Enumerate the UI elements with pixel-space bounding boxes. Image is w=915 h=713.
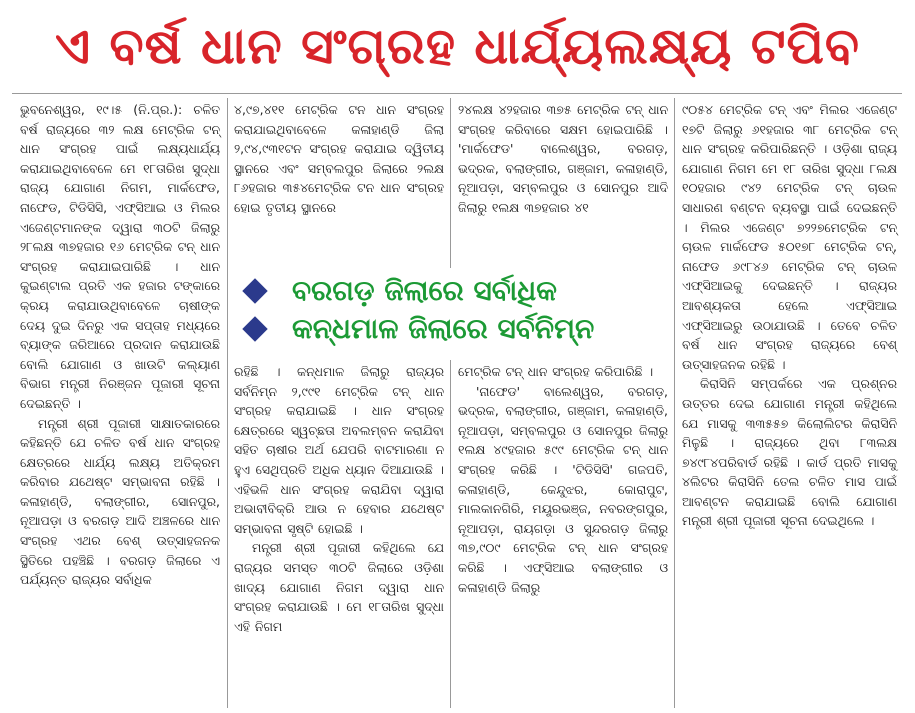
column-divider-1 [227, 98, 228, 708]
column-divider-2b [450, 360, 451, 708]
article-column-3b [458, 362, 668, 597]
subheading-line-1 [238, 272, 672, 310]
column-1-paragraph-1: ଭୁବନେଶ୍ୱର, ୧୯।୫ (ନି.ପ୍ର.): ଚଳିତ ବର୍ଷ ରାଜ୍ୟରେ ୩୨ ଲକ୍ଷ ମେଟ୍ରିକ ଟନ୍ ଧାନ ସଂଗ୍ରହ ପାଇଁ ଲକ୍ଷ୍ୟଧାର୍ଯ୍ୟ କରାଯାଇଥିବାବେଳେ ମେ ୧୮ତାରିଖ ସୁଦ୍ଧା ରାଜ୍ୟ ଯୋଗାଣ ନିଗମ, ମାର୍କଫେଡ, ନାଫେଡ, ଟିଡିସିସି, ଏଫ୍‌ସିଆଇ ଓ ମିଲର ଏଜେଣ୍ଟମାନଙ୍କ ଦ୍ୱାରା ୩୦ଟି ଜିଲାରୁ ୨୮ଲକ୍ଷ ୩୭ହଜାର ୧୬ ମେଟ୍ରିକ ଟନ୍ ଧାନ ସଂଗ୍ରହ କରାଯାଇପାରିଛି । ଧାନ କୁଇଣ୍ଟାଲ ପ୍ରତି ଏକ ହଜାର ଟଙ୍କାରେ କ୍ରୟ କରାଯାଉଥିବାବେଳେ ଚାଷୀଙ୍କ ଦେୟ ଦୁଇ ଦିନରୁ ଏକ ସପ୍ତାହ ମଧ୍ୟରେ ବ୍ୟାଙ୍କ ଜରିଆରେ ପ୍ରଦାନ କରାଯାଉଛି ବୋଲି ଯୋଗାଣ ଓ ଖାଉଟି କଲ୍ୟାଣ ବିଭାଗ ମନ୍ତ୍ରୀ ନିରଞ୍ଜନ ପୂଜାରୀ ସୂଚନା ଦେଇଛନ୍ତି । [20, 102, 220, 411]
diamond-bullet-icon [242, 278, 267, 303]
article-column-2b [234, 362, 444, 636]
column-2-paragraph-3: ମନ୍ତ୍ରୀ ଶ୍ରୀ ପୂଜାରୀ କହିଥିଲେ ଯେ ରାଜ୍ୟର ସମସ୍ତ ୩୦ଟି ଜିଲାରେ ଓଡ଼ିଶା ଖାଦ୍ୟ ଯୋଗାଣ ନିଗମ ଦ୍ୱାରା ଧାନ ସଂଗ୍ରହ କରାଯାଉଛି । ମେ ୧୮ତାରିଖ ସୁଦ୍ଧା ଏହି ନିଗମ [234, 540, 444, 634]
column-4-paragraph-1: ୯୦୫୪ ମେଟ୍ରିକ ଟନ୍ ଏବଂ ମିଲର ଏଜେଣ୍ଟ ୧୭ଟି ଜିଲାରୁ ୬୧ହଜାର ୩୮ ମେଟ୍ରିକ ଟନ୍ ଧାନ ସଂଗ୍ରହ କରିପାରିଛନ୍ତି । ଓଡ଼ିଶା ରାଜ୍ୟ ଯୋଗାଣ ନିଗମ ମେ ୧୮ ତାରିଖ ସୁଦ୍ଧା ୮ଲକ୍ଷ ୧୦ହଜାର ୯୪୨ ମେଟ୍ରିକ ଟନ୍ ଚାଉଳ ସାଧାରଣ ବଣ୍ଟନ ବ୍ୟବସ୍ଥା ପାଇଁ ଦେଇଛନ୍ତି । ମିଲର ଏଜେଣ୍ଟ ୭୨୨୭ମେଟ୍ରିକ ଟନ୍ ଚାଉଳ ମାର୍କଫେଡ ୫୦୧୭୮ ମେଟ୍ରିକ ଟନ୍, ନାଫେଡ ୬୯୮୪୬ ମେଟ୍ରିକ ଟନ୍ ଚାଉଳ ଏଫ୍‌ସିଆଇକୁ ଦେଇଛନ୍ତି । ରାଜ୍ୟର ଆବଶ୍ୟକତା ହେଲେ ଏଫ୍‌ସିଆଇ ଏଫ୍‌ସିଆଇରୁ ଉଠାଯାଉଛି । ତେବେ ଚଳିତ ବର୍ଷ ଧାନ ସଂଗ୍ରହ ରାଜ୍ୟରେ ବେଶ୍ ଉତ୍ସାହଜନକ ରହିଛି । [682, 102, 897, 372]
column-2-paragraph-1: ୪,୯୭,୪୧୧ ମେଟ୍ରିକ ଟନ ଧାନ ସଂଗ୍ରହ କରାଯାଇଥିବାବେଳେ କଳାହାଣ୍ଡି ଜିଲା ୨,୯୪,୯୩୧ଟନ ସଂଗ୍ରହ କରାଯାଇ ଦ୍ୱିତୀୟ ସ୍ଥାନରେ ଏବଂ ସମ୍ବଲପୁର ଜିଲାରେ ୨ଲକ୍ଷ ୮୬ହଜାର ୩୫୪ମେଟ୍ରିକ ଟନ ଧାନ ସଂଗ୍ରହ ହୋଇ ତୃତୀୟ ସ୍ଥାନରେ [234, 102, 444, 215]
headline-text: ଏ ବର୍ଷ ଧାନ ସଂଗ୍ରହ ଧାର୍ଯ୍ୟଲକ୍ଷ୍ୟ ଟପିବ [55, 16, 860, 75]
subheading-line-2 [238, 310, 672, 348]
article-column-4 [682, 100, 897, 531]
column-3-paragraph-2: ମେଟ୍ରିକ ଟନ୍ ଧାନ ସଂଗ୍ରହ କରିପାରିଛି । [458, 364, 654, 379]
headline-rule [12, 93, 902, 94]
diamond-bullet-icon [242, 316, 267, 341]
article-column-3a [458, 100, 668, 218]
subheading-box [238, 272, 672, 354]
headline [0, 0, 915, 92]
column-2-paragraph-2: ରହିଛି । କନ୍ଧମାଳ ଜିଲାରୁ ରାଜ୍ୟର ସର୍ବନିମ୍ନ ୨,୯୯୧ ମେଟ୍ରିକ ଟନ୍ ଧାନ ସଂଗ୍ରହ କରାଯାଇଛି । ଧାନ ସଂଗ୍ରହ କ୍ଷେତ୍ରରେ ସ୍ୱଚ୍ଛତା ଅବଲମ୍ବନ କରାଯିବା ସହିତ ଚାଷୀର ଅର୍ଥ ଯେପରି ବାଟମାରଣା ନ ହୁଏ ସେଥିପ୍ରତି ଅଧିକ ଧ୍ୟାନ ଦିଆଯାଉଛି । ଏହିଭଳି ଧାନ ସଂଗ୍ରହ କରାଯିବା ଦ୍ୱାରା ଅଭାବୀବିକ୍ରି ଆଉ ନ ହେବାର ଯଥେଷ୍ଟ ସମ୍ଭାବନା ସୃଷ୍ଟି ହୋଇଛି । [234, 364, 444, 536]
column-4-paragraph-2: କିରାସିନି ସମ୍ପର୍କରେ ଏକ ପ୍ରଶ୍ନର ଉତ୍ତର ଦେଇ ଯୋଗାଣ ମନ୍ତ୍ରୀ କହିଥିଲେ ଯେ ମାସକୁ ୩୩୫୫୭ କିଲୋଲିଟର କିରାସିନି ମିଳୁଛି । ରାଜ୍ୟରେ ଥିବା ୮୩ଲକ୍ଷ ୭୪୯୮୪ପରିବାର୍ଡ ରହିଛି । କାର୍ଡ ପ୍ରତି ମାସକୁ ୪ଲିଟର କିରାସିନି ତେଲ ଚଳିତ ମାସ ପାଇଁ ଆବଣ୍ଟନ କରାଯାଇଛି ବୋଲି ଯୋଗାଣ ମନ୍ତ୍ରୀ ଶ୍ରୀ ପୂଜାରୀ ସୂଚନା ଦେଇଥିଲେ । [682, 376, 897, 529]
article-column-2a [234, 100, 444, 218]
column-3-paragraph-3: 'ନାଫେଡ' ବାଲେଶ୍ୱର, ବରଗଡ଼, ଭଦ୍ରକ, ବଲାଙ୍ଗୀର, ଗଞ୍ଜାମ, କଳାହାଣ୍ଡି, ନୂଆପଡ଼ା, ସମ୍ବଲପୁର ଓ ସୋନପୁର ଜିଲାରୁ ୧ଲକ୍ଷ ୪୯ହଜାର ୫୯୯ ମେଟ୍ରିକ ଟନ୍ ଧାନ ସଂଗ୍ରହ କରିଛି । 'ଟିଡିସିସି' ଗଜପତି, କଳାହାଣ୍ଡି, କେନ୍ଦୁଝର, କୋରାପୁଟ, ମାଲକାନଗିରି, ମୟୂରଭଞ୍ଜ, ନବରଙ୍ଗପୁର, ନୂଆପଡ଼ା, ରାୟଗଡ଼ା ଓ ସୁନ୍ଦରଗଡ଼ ଜିଲାରୁ ୩୭,୯୦୯ ମେଟ୍ରିକ ଟନ୍ ଧାନ ସଂଗ୍ରହ କରିଛି । ଏଫ୍‌ସିଆଇ ବଲାଙ୍ଗୀର ଓ କଳାହାଣ୍ଡି ଜିଲାରୁ [458, 383, 668, 595]
column-3-paragraph-1: ୨୪ଲକ୍ଷ ୪୨ହଜାର ୩୭୫ ମେଟ୍ରିକ ଟନ୍ ଧାନ ସଂଗ୍ରହ କରିବାରେ ସକ୍ଷମ ହୋଇପାରିଛି । 'ମାର୍କଫେଡ' ବାଲେଶ୍ୱର, ବରଗଡ଼, ଭଦ୍ରକ, ବଲାଙ୍ଗୀର, ଗଞ୍ଜାମ, କଳାହାଣ୍ଡି, ନୂଆପଡ଼ା, ସମ୍ବଲପୁର ଓ ସୋନପୁର ଆଦି ଜିଲାରୁ ୧ଲକ୍ଷ ୩୭ହଜାର ୪୧ [458, 102, 668, 215]
column-divider-3 [674, 98, 675, 708]
article-column-1 [20, 100, 220, 590]
column-1-paragraph-2: ମନ୍ତ୍ରୀ ଶ୍ରୀ ପୂଜାରୀ ସାକ୍ଷାତକାରରେ କହିଛନ୍ତି ଯେ ଚଳିତ ବର୍ଷ ଧାନ ସଂଗ୍ରହ କ୍ଷେତ୍ରରେ ଧାର୍ଯ୍ୟ ଲକ୍ଷ୍ୟ ଅତିକ୍ରମ କରିବାର ଯଥେଷ୍ଟ ସମ୍ଭାବନା ରହିଛି । କଳାହାଣ୍ଡି, ବଲାଙ୍ଗୀର, ସୋନପୁର, ନୂଆପଡ଼ା ଓ ବରଗଡ଼ ଆଦି ଅଞ୍ଚଳରେ ଧାନ ସଂଗ୍ରହ ଏଥର ବେଶ୍ ଉତ୍ସାହଜନକ ସ୍ଥିତିରେ ପହଞ୍ଚିଛି । ବରଗଡ଼ ଜିଲାରେ ଏ ପର୍ଯ୍ୟନ୍ତ ରାଜ୍ୟର ସର୍ବାଧିକ [20, 415, 220, 588]
column-divider-2 [450, 98, 451, 268]
subheading-highest: ବରଗଡ଼ ଜିଲାରେ ସର୍ବାଧିକ [292, 274, 557, 307]
subheading-lowest: କନ୍ଧମାଳ ଜିଲାରେ ସର୍ବନିମ୍ନ [292, 312, 595, 345]
